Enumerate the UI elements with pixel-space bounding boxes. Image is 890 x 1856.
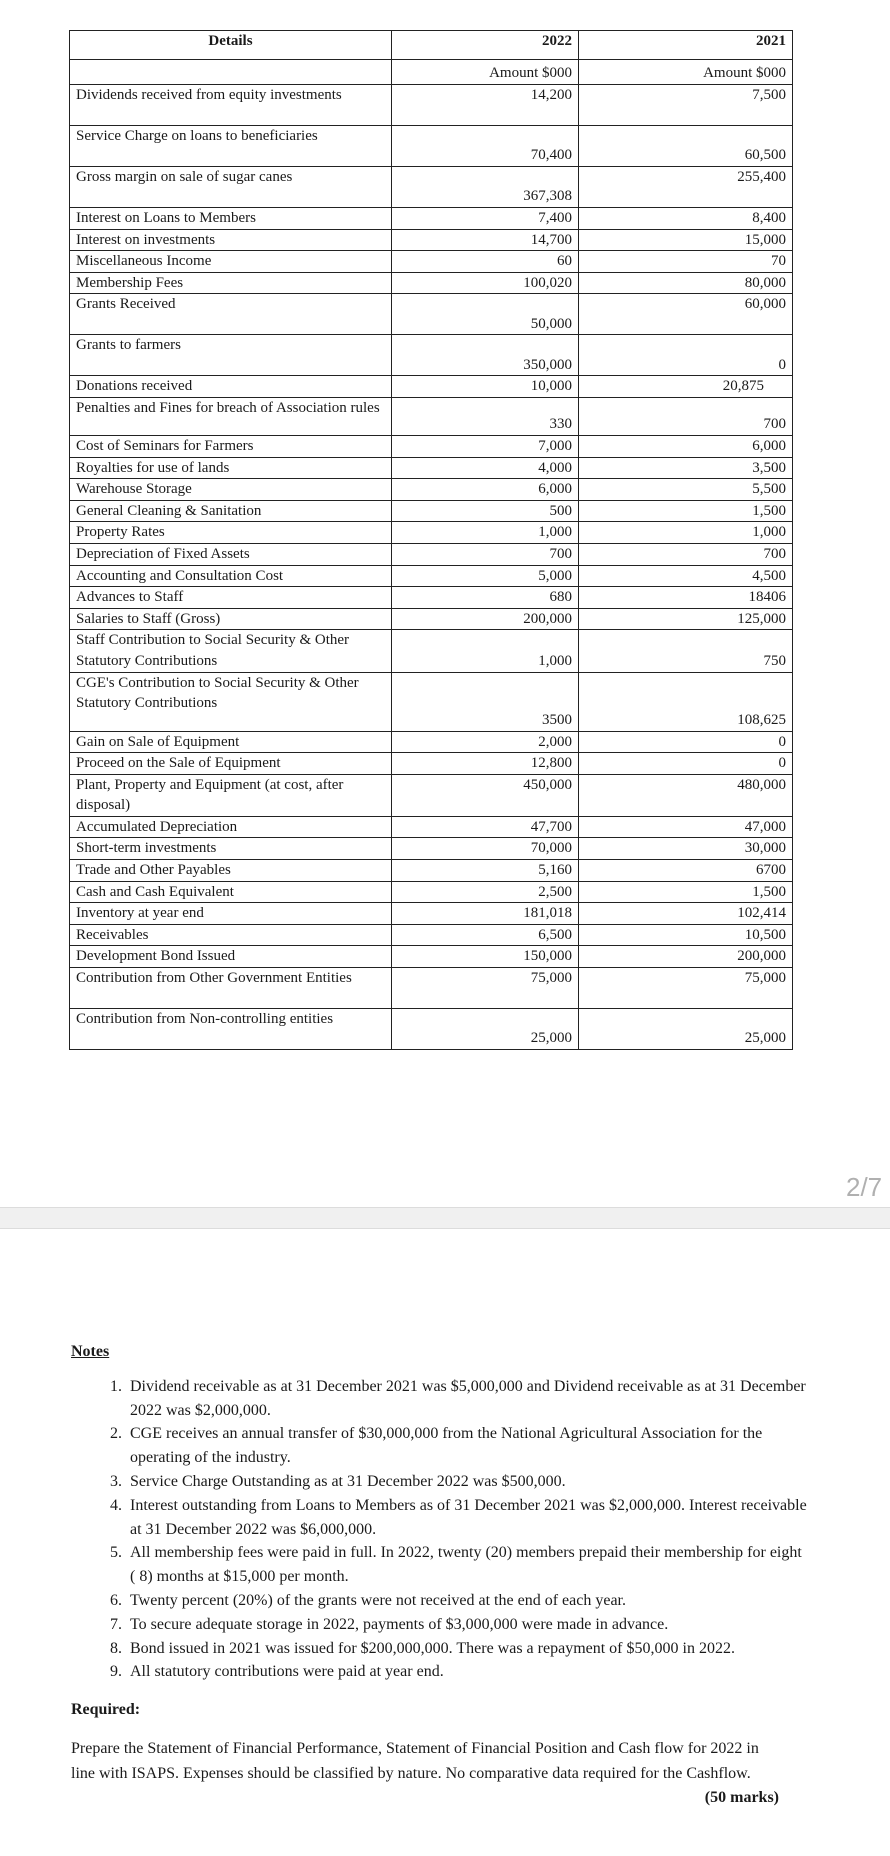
table-row xyxy=(70,208,793,230)
table-row xyxy=(70,774,793,816)
table-row xyxy=(70,924,793,946)
value-2021: 70 xyxy=(579,251,793,273)
units-details xyxy=(70,60,392,85)
row-label: Development Bond Issued xyxy=(70,946,392,968)
row-label: Advances to Staff xyxy=(70,587,392,609)
row-label: Trade and Other Payables xyxy=(70,860,392,882)
row-label: Dividends received from equity investments xyxy=(70,85,392,126)
value-2022: 181,018 xyxy=(392,903,579,925)
marks-label: (50 marks) xyxy=(704,1789,779,1807)
row-label: Warehouse Storage xyxy=(70,479,392,501)
row-label: Accounting and Consultation Cost xyxy=(70,565,392,587)
table-row xyxy=(70,565,793,587)
value-2021: 7,500 xyxy=(579,85,793,126)
table-row xyxy=(70,435,793,457)
row-label: CGE's Contribution to Social Security & Other Statutory Contributions xyxy=(70,672,392,731)
table-row xyxy=(70,587,793,609)
value-2021: 102,414 xyxy=(579,903,793,925)
header-details: Details xyxy=(70,31,392,60)
row-label: Cost of Seminars for Farmers xyxy=(70,435,392,457)
table-row xyxy=(70,630,793,672)
units-row xyxy=(70,60,793,85)
table-row xyxy=(70,968,793,1009)
value-2022: 6,500 xyxy=(392,924,579,946)
value-2022: 6,000 xyxy=(392,479,579,501)
value-2022: 5,000 xyxy=(392,565,579,587)
value-2021: 0 xyxy=(579,731,793,753)
value-2021: 20,875 xyxy=(579,376,793,398)
value-2022: 70,000 xyxy=(392,838,579,860)
table-row xyxy=(70,251,793,273)
value-2022: 1,000 xyxy=(392,630,579,672)
value-2022: 50,000 xyxy=(392,294,579,335)
row-label: Interest on investments xyxy=(70,229,392,251)
row-label: Staff Contribution to Social Security & Other Statutory Contributions xyxy=(70,630,392,672)
row-label: Donations received xyxy=(70,376,392,398)
value-2022: 5,160 xyxy=(392,860,579,882)
table-row xyxy=(70,731,793,753)
table-row xyxy=(70,543,793,565)
units-2022: Amount $000 xyxy=(392,60,579,85)
row-label: Penalties and Fines for breach of Association rules xyxy=(70,397,392,435)
row-label: Service Charge on loans to beneficiaries xyxy=(70,126,392,167)
value-2022: 14,700 xyxy=(392,229,579,251)
table-row xyxy=(70,946,793,968)
value-2021: 60,500 xyxy=(579,126,793,167)
value-2021: 200,000 xyxy=(579,946,793,968)
table-row xyxy=(70,85,793,126)
notes-list xyxy=(71,1375,811,1684)
value-2022: 25,000 xyxy=(392,1009,579,1050)
required-title: Required: xyxy=(71,1701,141,1719)
table-row xyxy=(70,272,793,294)
table-row xyxy=(70,335,793,376)
value-2022: 10,000 xyxy=(392,376,579,398)
value-2022: 12,800 xyxy=(392,753,579,775)
row-label: Contribution from Other Government Entities xyxy=(70,968,392,1009)
note-item: 6. Twenty percent (20%) of the grants were not received at the end of each year. xyxy=(126,1589,811,1613)
value-2022: 14,200 xyxy=(392,85,579,126)
required-text-block xyxy=(71,1737,779,1811)
row-label: Proceed on the Sale of Equipment xyxy=(70,753,392,775)
notes-section xyxy=(71,1340,811,1811)
value-2022: 2,500 xyxy=(392,881,579,903)
value-2021: 15,000 xyxy=(579,229,793,251)
row-label: Contribution from Non-controlling entities xyxy=(70,1009,392,1050)
value-2021: 255,400 xyxy=(579,167,793,208)
value-2022: 680 xyxy=(392,587,579,609)
table-row xyxy=(70,1009,793,1050)
value-2022: 7,400 xyxy=(392,208,579,230)
table-row xyxy=(70,881,793,903)
table-row xyxy=(70,672,793,731)
note-item: 4. Interest outstanding from Loans to Members as of 31 December 2021 was $2,000,000. Interest receivable at 31 December 2022 was $6,000,000. xyxy=(126,1494,811,1542)
value-2022: 1,000 xyxy=(392,522,579,544)
header-2022: 2022 xyxy=(392,31,579,60)
value-2022: 200,000 xyxy=(392,608,579,630)
note-item: 2. CGE receives an annual transfer of $30,000,000 from the National Agricultural Association for the operating of the industry. xyxy=(126,1422,811,1470)
value-2022: 367,308 xyxy=(392,167,579,208)
row-label: Interest on Loans to Members xyxy=(70,208,392,230)
value-2022: 700 xyxy=(392,543,579,565)
note-item: 8. Bond issued in 2021 was issued for $200,000,000. There was a repayment of $50,000 in 2022. xyxy=(126,1637,811,1661)
row-label: Depreciation of Fixed Assets xyxy=(70,543,392,565)
value-2021: 60,000 xyxy=(579,294,793,335)
value-2022: 70,400 xyxy=(392,126,579,167)
value-2021: 480,000 xyxy=(579,774,793,816)
value-2021: 125,000 xyxy=(579,608,793,630)
financial-data-table xyxy=(69,30,793,1050)
table-row xyxy=(70,229,793,251)
table-row xyxy=(70,838,793,860)
value-2021: 0 xyxy=(579,335,793,376)
value-2022: 500 xyxy=(392,500,579,522)
row-label: General Cleaning & Sanitation xyxy=(70,500,392,522)
value-2021: 4,500 xyxy=(579,565,793,587)
value-2021: 18406 xyxy=(579,587,793,609)
table-row xyxy=(70,167,793,208)
note-item: 1. Dividend receivable as at 31 December 2021 was $5,000,000 and Dividend receivable as at 31 December 2022 was $2,000,000. xyxy=(126,1375,811,1423)
value-2021: 1,500 xyxy=(579,500,793,522)
value-2021: 5,500 xyxy=(579,479,793,501)
value-2022: 75,000 xyxy=(392,968,579,1009)
table-row xyxy=(70,816,793,838)
row-label: Property Rates xyxy=(70,522,392,544)
value-2021: 1,000 xyxy=(579,522,793,544)
note-item: 7. To secure adequate storage in 2022, payments of $3,000,000 were made in advance. xyxy=(126,1613,811,1637)
table-row xyxy=(70,457,793,479)
value-2022: 350,000 xyxy=(392,335,579,376)
units-2021: Amount $000 xyxy=(579,60,793,85)
value-2021: 6700 xyxy=(579,860,793,882)
row-label: Cash and Cash Equivalent xyxy=(70,881,392,903)
row-label: Plant, Property and Equipment (at cost, after disposal) xyxy=(70,774,392,816)
table-row xyxy=(70,126,793,167)
value-2022: 3500 xyxy=(392,672,579,731)
header-2021: 2021 xyxy=(579,31,793,60)
value-2021: 700 xyxy=(579,543,793,565)
row-label: Royalties for use of lands xyxy=(70,457,392,479)
value-2021: 108,625 xyxy=(579,672,793,731)
row-label: Gain on Sale of Equipment xyxy=(70,731,392,753)
table-header-row xyxy=(70,31,793,60)
value-2022: 7,000 xyxy=(392,435,579,457)
value-2022: 60 xyxy=(392,251,579,273)
value-2022: 4,000 xyxy=(392,457,579,479)
table-row xyxy=(70,294,793,335)
value-2021: 1,500 xyxy=(579,881,793,903)
table-row xyxy=(70,753,793,775)
value-2022: 100,020 xyxy=(392,272,579,294)
row-label: Inventory at year end xyxy=(70,903,392,925)
table-row xyxy=(70,376,793,398)
table-row xyxy=(70,479,793,501)
value-2022: 2,000 xyxy=(392,731,579,753)
notes-title: Notes xyxy=(71,1343,110,1360)
row-label: Grants Received xyxy=(70,294,392,335)
value-2021: 8,400 xyxy=(579,208,793,230)
value-2021: 10,500 xyxy=(579,924,793,946)
value-2021: 6,000 xyxy=(579,435,793,457)
row-label: Receivables xyxy=(70,924,392,946)
row-label: Salaries to Staff (Gross) xyxy=(70,608,392,630)
table-row xyxy=(70,397,793,435)
value-2022: 330 xyxy=(392,397,579,435)
row-label: Gross margin on sale of sugar canes xyxy=(70,167,392,208)
note-item: 3. Service Charge Outstanding as at 31 December 2022 was $500,000. xyxy=(126,1470,811,1494)
row-label: Miscellaneous Income xyxy=(70,251,392,273)
value-2022: 150,000 xyxy=(392,946,579,968)
note-item: 9. All statutory contributions were paid at year end. xyxy=(126,1660,811,1684)
value-2021: 700 xyxy=(579,397,793,435)
page-separator xyxy=(0,1207,890,1229)
value-2021: 47,000 xyxy=(579,816,793,838)
value-2022: 450,000 xyxy=(392,774,579,816)
table-row xyxy=(70,522,793,544)
page-indicator: 2/7 xyxy=(846,1172,883,1202)
table-row xyxy=(70,860,793,882)
table-row xyxy=(70,903,793,925)
row-label: Accumulated Depreciation xyxy=(70,816,392,838)
required-text: Prepare the Statement of Financial Performance, Statement of Financial Position and Cash flow for 2022 in line with ISAPS. Expenses should be classified by nature. No comparative data required for the Cashflow. xyxy=(71,1739,759,1782)
note-item: 5. All membership fees were paid in full. In 2022, twenty (20) members prepaid their membership for eight ( 8) months at $15,000 per month. xyxy=(126,1541,811,1589)
table-row xyxy=(70,608,793,630)
row-label: Membership Fees xyxy=(70,272,392,294)
value-2021: 80,000 xyxy=(579,272,793,294)
value-2021: 0 xyxy=(579,753,793,775)
value-2022: 47,700 xyxy=(392,816,579,838)
value-2021: 25,000 xyxy=(579,1009,793,1050)
row-label: Grants to farmers xyxy=(70,335,392,376)
value-2021: 75,000 xyxy=(579,968,793,1009)
value-2021: 3,500 xyxy=(579,457,793,479)
table-row xyxy=(70,500,793,522)
row-label: Short-term investments xyxy=(70,838,392,860)
value-2021: 750 xyxy=(579,630,793,672)
value-2021: 30,000 xyxy=(579,838,793,860)
